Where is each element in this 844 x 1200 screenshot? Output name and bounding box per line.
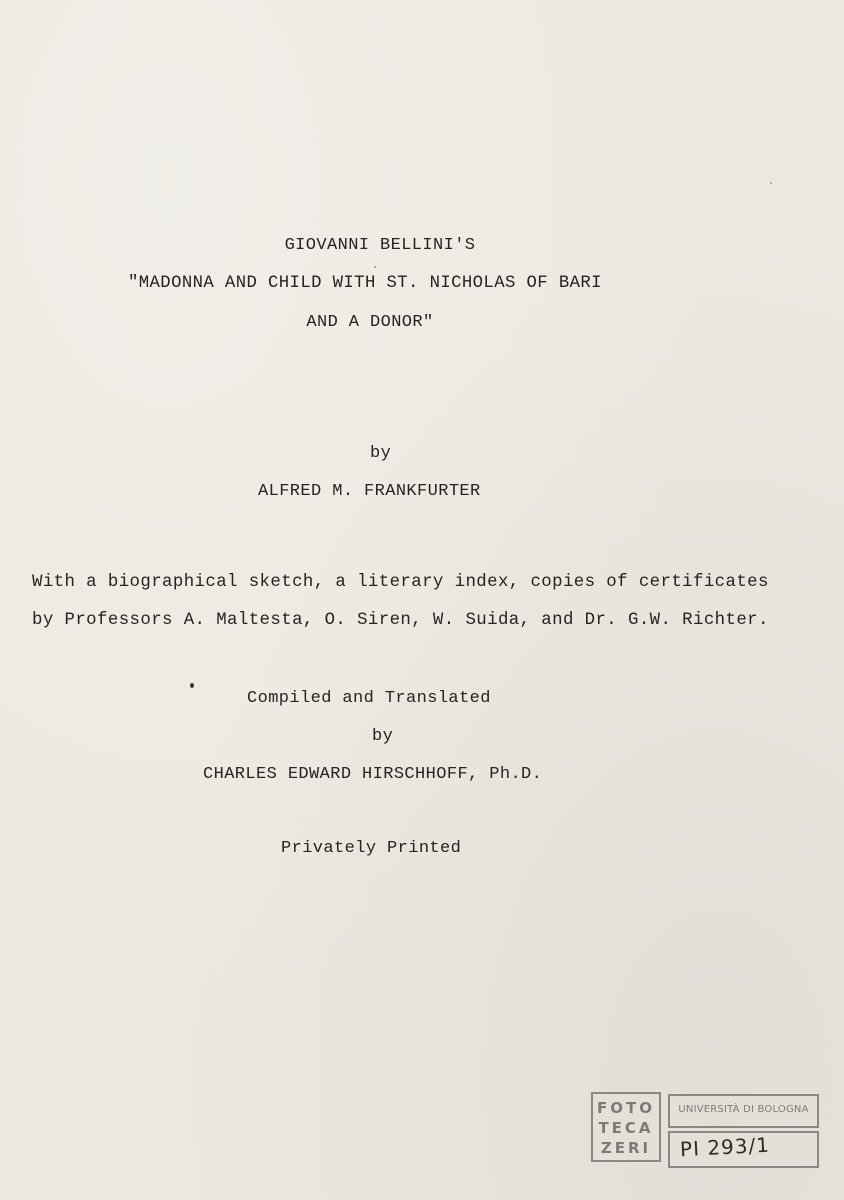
author-by: by xyxy=(370,444,392,463)
title-line-2: "MADONNA AND CHILD WITH ST. NICHOLAS OF BARI xyxy=(128,274,602,293)
title-line-1: GIOVANNI BELLINI'S xyxy=(284,236,476,255)
paper-speck xyxy=(770,182,772,184)
stamp-line: TECA xyxy=(598,1119,654,1137)
translator-name: CHARLES EDWARD HIRSCHHOFF, Ph.D. xyxy=(203,765,543,784)
fototeca-zeri-stamp xyxy=(591,1092,661,1162)
imprint: Privately Printed xyxy=(281,839,462,858)
paper-speck xyxy=(190,683,194,688)
inventory-number: PI 293/1 xyxy=(679,1132,771,1162)
author-name: ALFRED M. FRANKFURTER xyxy=(258,482,481,501)
stamp-line: FOTO xyxy=(597,1099,655,1117)
inventory-stamp xyxy=(668,1131,819,1168)
description-line-1: With a biographical sketch, a literary index, copies of certificates xyxy=(32,573,769,592)
stamp-line: ZERI xyxy=(600,1139,652,1157)
university-stamp: UNIVERSITÀ DI BOLOGNA xyxy=(668,1094,819,1128)
translator-by: by xyxy=(372,727,394,746)
paper-speck xyxy=(374,266,376,268)
description-line-2: by Professors A. Maltesta, O. Siren, W. Suida, and Dr. G.W. Richter. xyxy=(32,611,769,630)
compiled-translated: Compiled and Translated xyxy=(247,689,491,708)
title-line-3: AND A DONOR" xyxy=(306,313,434,332)
